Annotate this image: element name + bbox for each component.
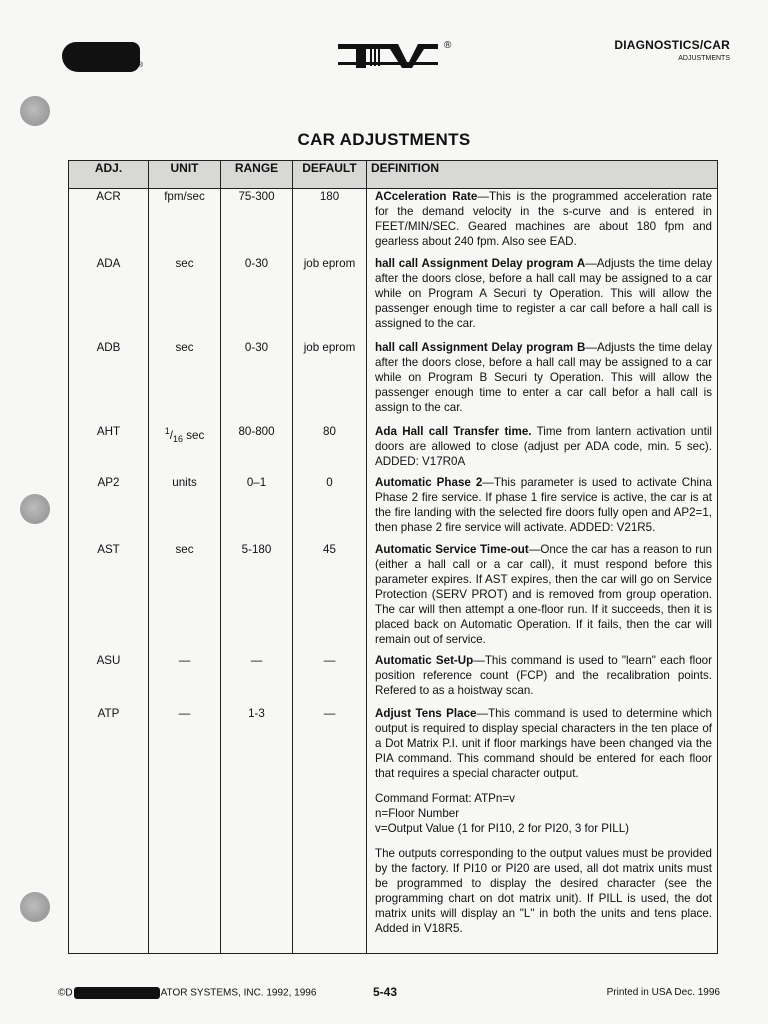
definition-text: —This is the programmed acceleration rate for the demand velocity in the s-curve and is entered in FEET/MIN/SEC. Geared machines are about 180 fpm and gearless about 240 fpm. Also see EAD. bbox=[375, 190, 712, 248]
brand-logo-mark bbox=[338, 40, 438, 70]
binder-hole-top bbox=[20, 96, 50, 126]
command-format-line: Command Format: ATPn=v bbox=[375, 791, 515, 805]
cell-default: job eprom bbox=[293, 256, 367, 340]
definition-term: Automatic Phase 2 bbox=[375, 475, 483, 489]
table-header-row bbox=[69, 161, 718, 189]
definition-text: —This command is used to determine which output is required to display special characters in the ten place of a Dot Matrix P.I. unit if floor markings have been changed via the PIA command. This command should be entered for each floor that requires a special character output. bbox=[375, 706, 712, 780]
cell-definition bbox=[367, 189, 718, 256]
cell-definition bbox=[367, 340, 718, 424]
table-row-asu bbox=[69, 653, 718, 706]
definition-term: hall call Assignment Delay program A bbox=[375, 256, 586, 270]
cell-default: — bbox=[293, 706, 367, 954]
command-format-line: v=Output Value (1 for PI10, 2 for PI20, 3 for PILL) bbox=[375, 821, 630, 835]
table-row-atp bbox=[69, 706, 718, 954]
cell-definition bbox=[367, 475, 718, 542]
cell-range: 1-3 bbox=[221, 706, 293, 954]
unit-suffix: sec bbox=[183, 428, 205, 442]
cell-unit: sec bbox=[149, 340, 221, 424]
cell-adj: ATP bbox=[69, 706, 149, 954]
table-row-acr bbox=[69, 189, 718, 256]
unit-fraction-denominator: 16 bbox=[172, 433, 183, 444]
definition-term: Adjust Tens Place bbox=[375, 706, 477, 720]
cell-unit: sec bbox=[149, 256, 221, 340]
definition-text: Time from lantern activation until doors are allowed to close (adjust per ADA code, min. 5 sec). ADDED: V17R0A bbox=[375, 424, 712, 468]
column-header-adj: ADJ. bbox=[69, 161, 149, 189]
definition-term: Automatic Set-Up bbox=[375, 653, 474, 667]
definition-text: —This parameter is used to activate China Phase 2 fire service. If phase 1 fire service is active, the car is at the fire landing with the selected fire doors fully open and AP2=1, then phase 2 fire service will activate. ADDED: V21R5. bbox=[375, 475, 713, 534]
cell-adj: ASU bbox=[69, 653, 149, 706]
definition-text: —Adjusts the time delay after the doors close, before a hall call may be assigned to a car while on Program B Securi ty Operation. This will allow the passenger enough time to enter a car call befor a hall call is assign to the car. bbox=[375, 340, 712, 414]
definition-text: —Once the car has a reason to run (either a hall call or a car call), it must respond before this parameter expires. If AST expires, then the car will go on Service Protection (SERV PROT) and is removed from group operation. The car will then attempt a one-floor run. If it succeeds, then it is placed back on Automatic Operation. If it fails, then the car will remain out of service. bbox=[375, 542, 713, 646]
logo-registered-mark: ® bbox=[138, 62, 144, 69]
definition-term: ACceleration Rate bbox=[375, 190, 478, 203]
redacted-company-name bbox=[74, 987, 160, 999]
definition-paragraph bbox=[375, 706, 712, 781]
cell-default: 0 bbox=[293, 475, 367, 542]
cell-default: 45 bbox=[293, 542, 367, 653]
cell-definition bbox=[367, 424, 718, 475]
cell-unit: fpm/sec bbox=[149, 189, 221, 256]
copyright-suffix: ATOR SYSTEMS, INC. 1992, 1996 bbox=[160, 987, 317, 999]
cell-default: job eprom bbox=[293, 340, 367, 424]
cell-range: 5-180 bbox=[221, 542, 293, 653]
section-header: DIAGNOSTICS/CAR bbox=[614, 38, 730, 52]
footer-print-date: Printed in USA Dec. 1996 bbox=[606, 987, 720, 998]
footer-copyright bbox=[58, 987, 316, 999]
cell-range: 0-30 bbox=[221, 256, 293, 340]
definition-text: —This command is used to "learn" each floor position reference count (FCP) and the recalibration points. Refered to as a hoistway scan. bbox=[375, 653, 712, 697]
cell-definition bbox=[367, 542, 718, 653]
cell-adj: ADB bbox=[69, 340, 149, 424]
definition-term: Ada Hall call Transfer time. bbox=[375, 424, 532, 438]
table-row-adb bbox=[69, 340, 718, 424]
company-logo-redacted bbox=[62, 42, 140, 72]
command-format-line: n=Floor Number bbox=[375, 806, 460, 820]
cell-adj: AP2 bbox=[69, 475, 149, 542]
table-row-ada bbox=[69, 256, 718, 340]
cell-range: 80-800 bbox=[221, 424, 293, 475]
binder-hole-bottom bbox=[20, 892, 50, 922]
cell-unit: — bbox=[149, 706, 221, 954]
definition-text: —Adjusts the time delay after the doors close, before a hall call may be assigned to a car while on Program A Securi ty Operation. This will allow the passenger enough time to register a car call before a hall call is assigned to the car. bbox=[375, 256, 712, 330]
cell-range: 0-30 bbox=[221, 340, 293, 424]
cell-unit: units bbox=[149, 475, 221, 542]
unit-fraction-numerator: 1 bbox=[164, 425, 170, 436]
definition-extra-paragraph: The outputs corresponding to the output values must be provided by the factory. If PI10 or PI20 are used, all dot matrix units must be programmed to display the desired character (see the programming chart on dot matrix unit). If PILL is used, the dot matrix units will display an "L" in both the units and tens place. Added in V18R5. bbox=[375, 846, 712, 935]
table-row-ap2 bbox=[69, 475, 718, 542]
column-header-default: DEFAULT bbox=[293, 161, 367, 189]
cell-adj: ACR bbox=[69, 189, 149, 256]
cell-unit: $^1/_{16}$ sec bbox=[149, 424, 221, 475]
cell-default: — bbox=[293, 653, 367, 706]
cell-range: 75-300 bbox=[221, 189, 293, 256]
copyright-prefix: ©D bbox=[58, 987, 73, 999]
cell-unit: sec bbox=[149, 542, 221, 653]
cell-definition bbox=[367, 653, 718, 706]
column-header-unit: UNIT bbox=[149, 161, 221, 189]
brand-registered-mark: ® bbox=[444, 40, 452, 51]
subsection-header: ADJUSTMENTS bbox=[678, 55, 730, 62]
definition-term: Automatic Service Time-out bbox=[375, 542, 529, 556]
cell-definition bbox=[367, 706, 718, 954]
table-row-aht bbox=[69, 424, 718, 475]
page-number: 5-43 bbox=[373, 985, 398, 999]
column-header-range: RANGE bbox=[221, 161, 293, 189]
cell-default: 180 bbox=[293, 189, 367, 256]
cell-definition bbox=[367, 256, 718, 340]
cell-range: — bbox=[221, 653, 293, 706]
binder-hole-middle bbox=[20, 494, 50, 524]
cell-adj: AST bbox=[69, 542, 149, 653]
adjustments-table bbox=[68, 160, 718, 954]
column-header-definition: DEFINITION bbox=[367, 161, 718, 189]
cell-unit: — bbox=[149, 653, 221, 706]
cell-adj: AHT bbox=[69, 424, 149, 475]
table-row-ast bbox=[69, 542, 718, 653]
cell-default: 80 bbox=[293, 424, 367, 475]
page-title: CAR ADJUSTMENTS bbox=[297, 130, 471, 149]
cell-range: 0–1 bbox=[221, 475, 293, 542]
definition-term: hall call Assignment Delay program B bbox=[375, 340, 586, 354]
cell-adj: ADA bbox=[69, 256, 149, 340]
